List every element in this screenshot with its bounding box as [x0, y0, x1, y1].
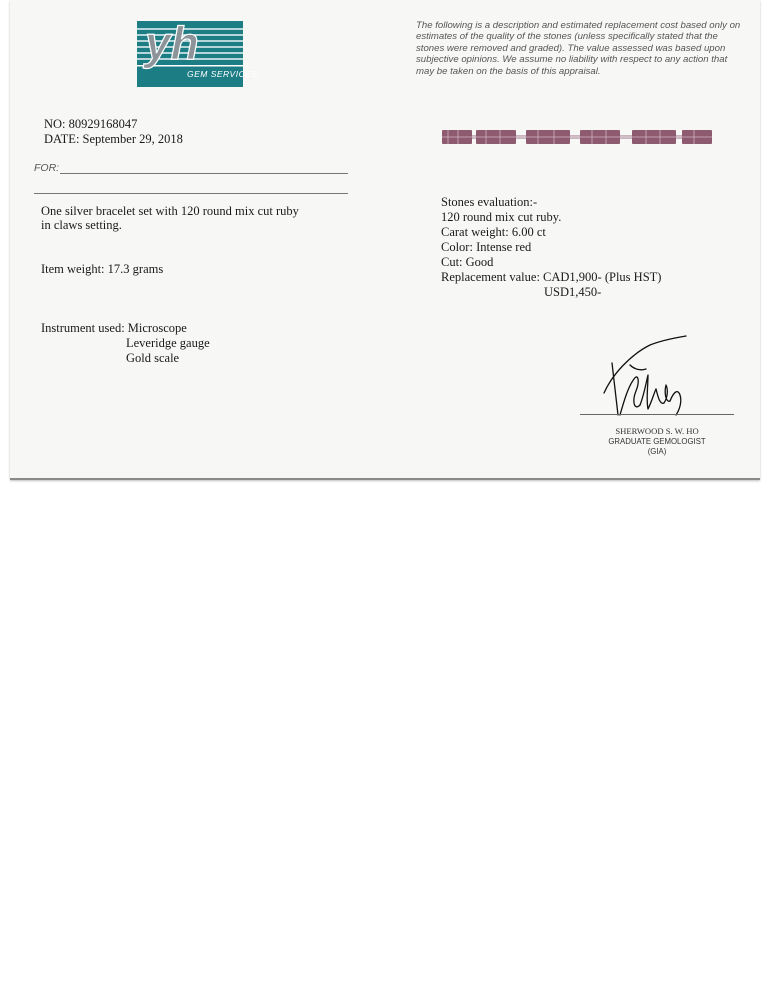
signatory-name: SHERWOOD S. W. HO: [615, 426, 699, 436]
appraisal-date: DATE: September 29, 2018: [44, 132, 183, 146]
replacement-value-usd: USD1,450-: [544, 285, 602, 299]
evaluation-carat: Carat weight: 6.00 ct: [441, 225, 546, 239]
disclaimer-text: The following is a description and estimated replacement cost based only on estimates of the quality of the stones (unless specifically stated that the stones were removed and graded). The value assessed was based upon subjective opinions. We assume no liability with respect to any action that may be taken on the basis of this appraisal.: [416, 20, 741, 77]
evaluation-color: Color: Intense red: [441, 240, 532, 254]
evaluation-cut: Cut: Good: [441, 255, 494, 269]
item-description-line2: in claws setting.: [41, 218, 122, 232]
evaluation-stones: 120 round mix cut ruby.: [441, 210, 562, 224]
logo-monogram: yh: [145, 17, 199, 69]
instruments-label: Instrument used: Microscope: [41, 321, 187, 335]
bracelet-image: [442, 127, 712, 147]
signature-line: [580, 414, 734, 415]
company-logo: [137, 17, 258, 87]
appraisal-number: NO: 80929168047: [44, 117, 138, 131]
logo-stripes: [137, 17, 258, 87]
signatory-title: GRADUATE GEMOLOGIST: [608, 437, 706, 446]
instrument-item: Leveridge gauge: [126, 336, 210, 350]
for-label: FOR:: [34, 162, 60, 174]
logo-tagline: GEM SERVICES: [187, 69, 258, 79]
replacement-value-cad: Replacement value: CAD1,900- (Plus HST): [441, 270, 662, 284]
appraisal-card: [10, 0, 760, 480]
for-field-line: [60, 173, 348, 174]
divider-line: [34, 193, 348, 194]
instrument-item: Gold scale: [126, 351, 180, 365]
signature-mark: [590, 335, 700, 425]
item-description-line1: One silver bracelet set with 120 round mix cut ruby: [41, 204, 299, 218]
signatory-credential: (GIA): [647, 447, 667, 456]
item-weight: Item weight: 17.3 grams: [41, 262, 164, 276]
evaluation-heading: Stones evaluation:-: [441, 195, 538, 209]
